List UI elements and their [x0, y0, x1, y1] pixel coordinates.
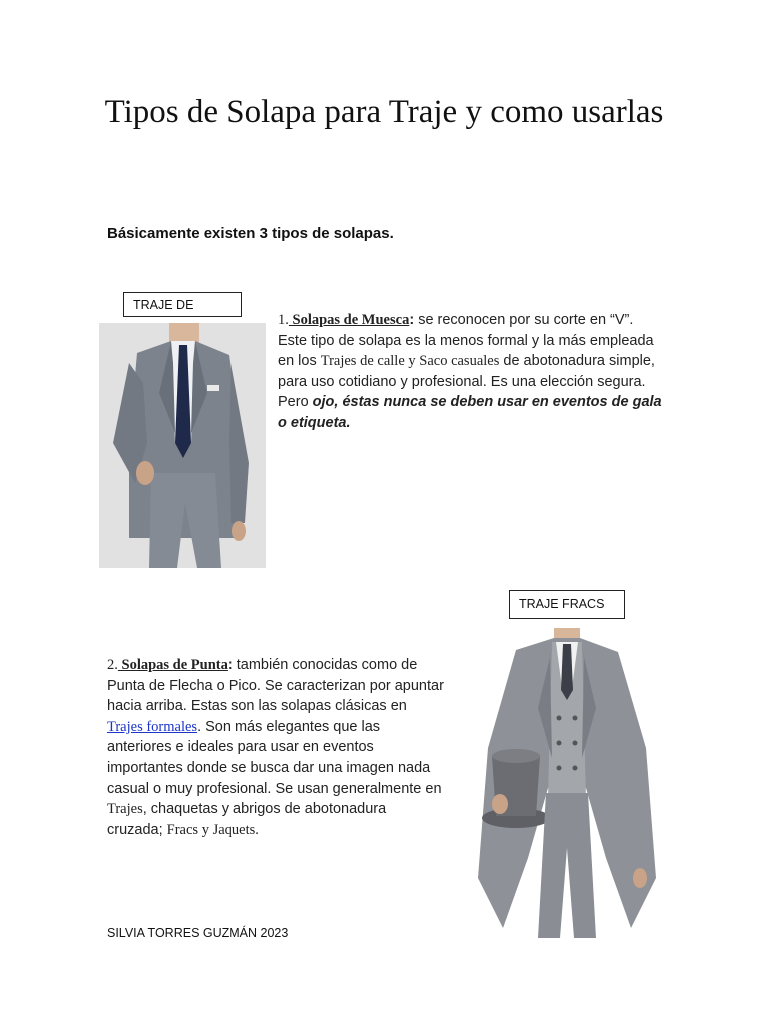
section1-text-a: se reconocen por su corte en “V”. Este tipo de solapa es la menos formal y la más empleada en los	[278, 312, 654, 370]
section2-colon: :	[227, 657, 233, 673]
section1-serif-a: Trajes de calle y Saco casuales	[320, 353, 500, 370]
section2-number: 2.	[107, 657, 118, 673]
section1-number: 1.	[278, 312, 289, 328]
footer-author: SILVIA TORRES GUZMÁN 2023	[107, 926, 289, 940]
label-text: TRAJE DE	[133, 298, 194, 312]
section2-paragraph	[107, 655, 445, 840]
section2-text-c: , chaquetas y abrigos de abotonadura cruzada;	[107, 801, 387, 838]
section2-text-b: . Son más elegantes que las anteriores e ideales para usar en eventos importantes donde se busca dar una imagen nada casual o muy profesional. Se usan generalmente en	[107, 718, 442, 797]
section1-colon: :	[409, 312, 415, 328]
section2-serif-b: Trajes	[107, 801, 143, 818]
label-traje-de-calle	[123, 292, 242, 317]
tailcoat-suit-photo	[456, 628, 678, 938]
section2-serif-c: Fracs y Jaquets.	[166, 821, 259, 838]
intro-text: Básicamente existen 3 tipos de solapas.	[107, 225, 394, 242]
trajes-formales-link[interactable]: Trajes formales	[107, 718, 198, 735]
section2-text-a: también conocidas como de Punta de Flecha o Pico. Se caracterizan por apuntar hacia arriba. Estas son las solapas clásicas en	[107, 657, 444, 715]
page-title: Tipos de Solapa para Traje y como usarlas	[104, 94, 664, 130]
section2-heading: Solapas de Punta	[117, 657, 228, 673]
label-text: TRAJE FRACS	[519, 597, 605, 611]
grey-suit-photo	[99, 323, 266, 568]
section1-heading: Solapas de Muesca	[288, 312, 410, 328]
section1-paragraph	[278, 310, 666, 434]
section1-emphasis: ojo, éstas nunca se deben usar en eventos de gala o etiqueta.	[278, 394, 662, 431]
label-traje-fracs	[509, 590, 625, 619]
section1-text-b: de abotonadura simple, para uso cotidiano y profesional. Es una elección segura. Pero	[278, 353, 655, 411]
